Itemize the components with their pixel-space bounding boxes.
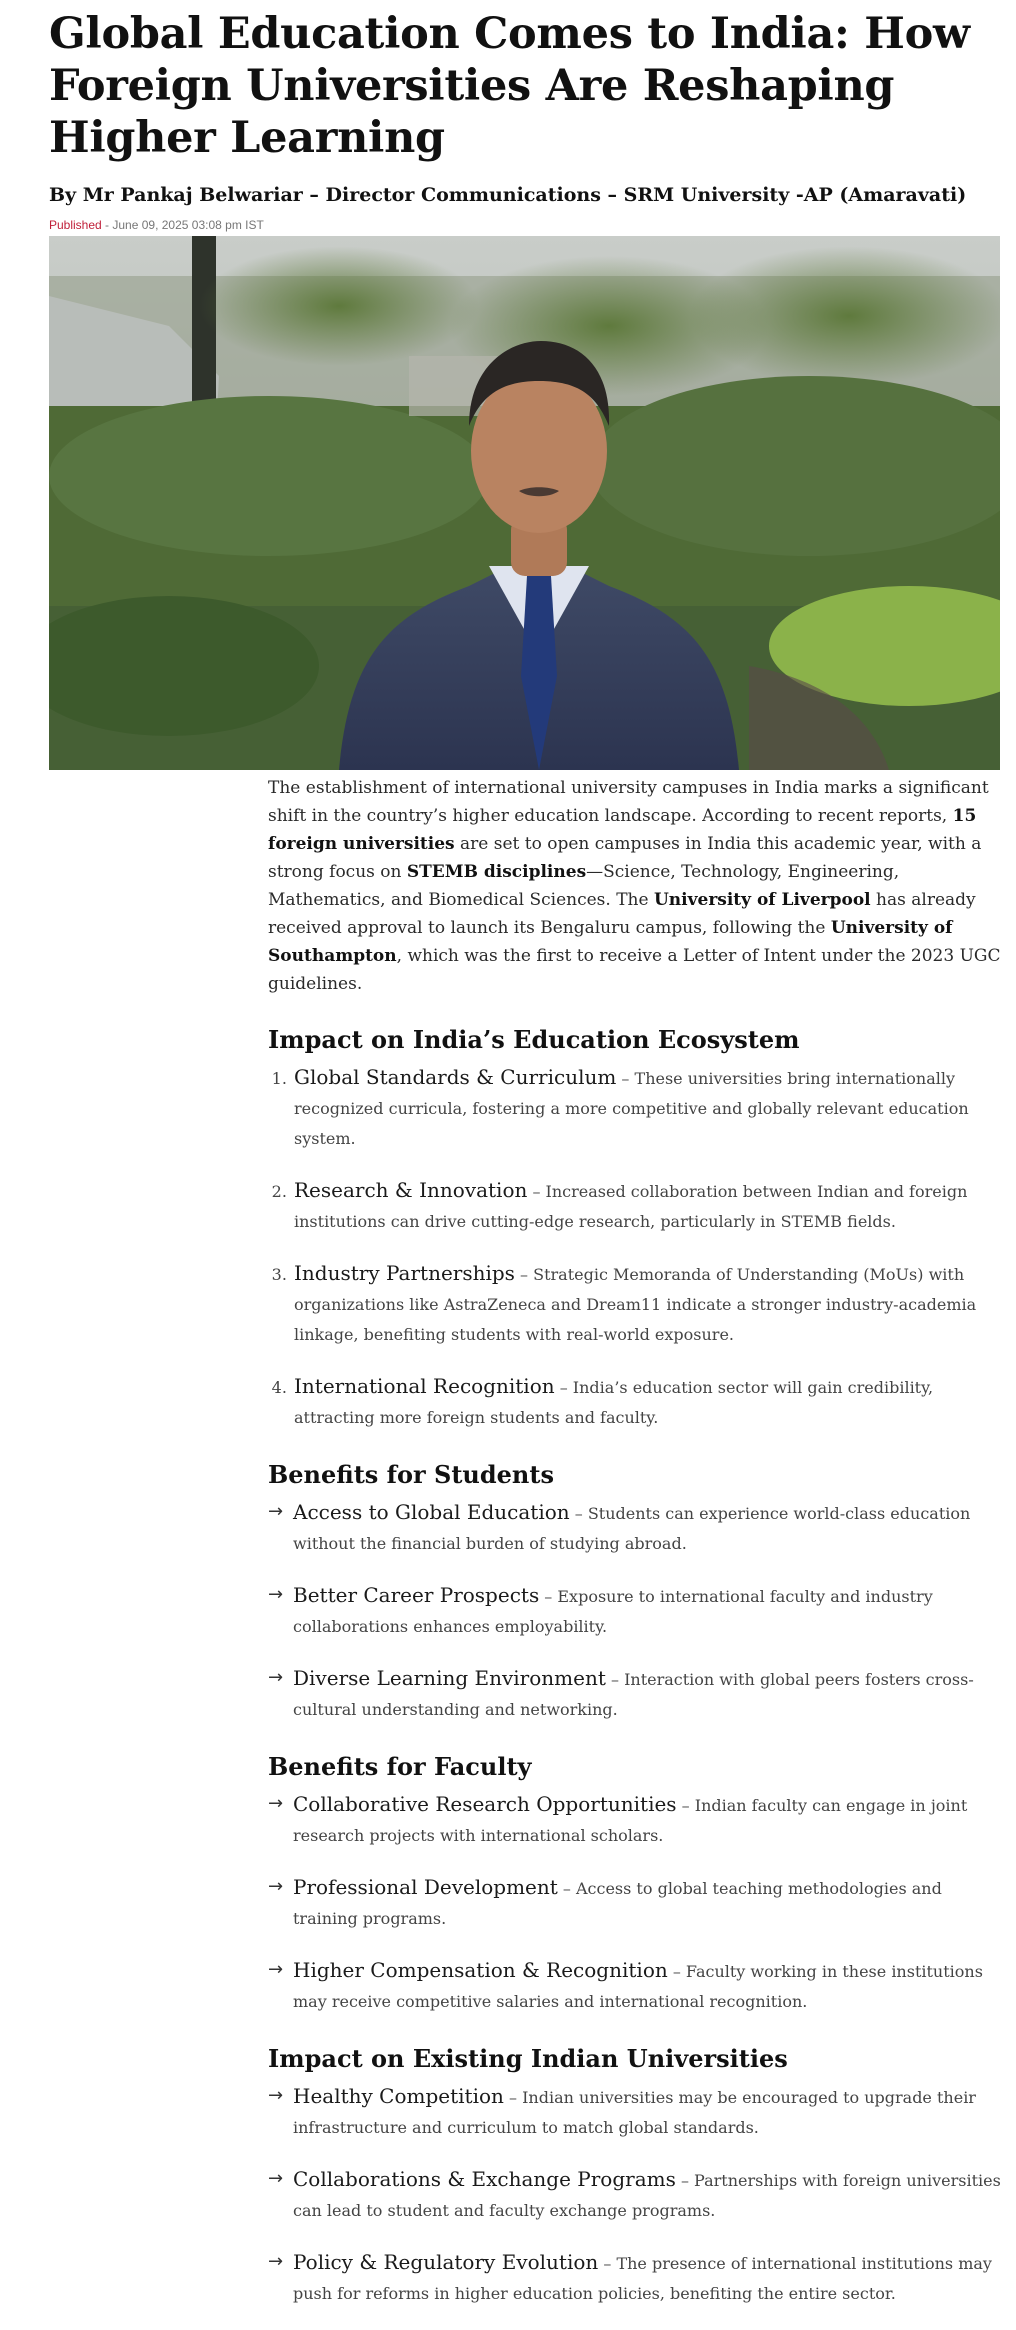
item-term: Higher Compensation & Recognition <box>293 1958 668 1982</box>
item-text: Strategic Memoranda of Understanding (MoUs) with organizations like AstraZeneca and Dream11 indicate a stronger industry-academia linkage, benefiting students with real-world exposure. <box>294 1265 977 1344</box>
published-date: - June 09, 2025 03:08 pm IST <box>101 218 264 232</box>
list-item: 3. Industry Partnerships – Strategic Memoranda of Understanding (MoUs) with organizations like AstraZeneca and Dream11 indicate a stronger industry-academia linkage, benefiting students with real-world exposure. <box>292 1258 1003 1350</box>
item-text: Interaction with global peers fosters cross-cultural understanding and networking. <box>293 1670 974 1719</box>
list-item: → Collaborative Research Opportunities – Indian faculty can engage in joint research projects with international scholars. <box>268 1789 1003 1851</box>
arrow-icon: → <box>268 1667 284 1688</box>
item-text: Access to global teaching methodologies and training programs. <box>293 1879 942 1928</box>
faculty-list <box>268 1789 1003 2017</box>
list-item: 4. International Recognition – India’s education sector will gain credibility, attracting more foreign students and faculty. <box>292 1371 1003 1433</box>
item-text: Students can experience world-class education without the financial burden of studying abroad. <box>293 1504 971 1553</box>
published-info <box>49 218 977 232</box>
existing-universities-list <box>268 2081 1003 2309</box>
arrow-icon: → <box>268 2168 284 2189</box>
item-term: Industry Partnerships <box>294 1261 515 1285</box>
arrow-icon: → <box>268 2251 284 2272</box>
published-label: Published <box>49 218 102 232</box>
item-term: Access to Global Education <box>293 1500 570 1524</box>
item-text: India’s education sector will gain credibility, attracting more foreign students and faculty. <box>294 1378 934 1427</box>
intro-text: , which was the first to receive a Letter of Intent under the 2023 UGC guidelines. <box>268 946 1001 994</box>
item-term: Diverse Learning Environment <box>293 1666 606 1690</box>
item-term: Better Career Prospects <box>293 1583 540 1607</box>
arrow-icon: → <box>268 1959 284 1980</box>
byline: By Mr Pankaj Belwariar – Director Communications – SRM University -AP (Amaravati) <box>49 184 967 206</box>
section-heading: Benefits for Students <box>268 1460 554 1489</box>
item-text: These universities bring internationally recognized curricula, fostering a more competitive and globally relevant education system. <box>294 1069 969 1148</box>
section-heading: Impact on Existing Indian Universities <box>268 2044 788 2073</box>
arrow-icon: → <box>268 1876 284 1897</box>
author-photo <box>49 236 1000 770</box>
arrow-icon: → <box>268 1501 284 1522</box>
item-term: Collaborations & Exchange Programs <box>293 2167 676 2191</box>
intro-text: are set to open campuses in India this academic year, with a strong focus on <box>268 834 982 882</box>
item-text: Indian universities may be encouraged to upgrade their infrastructure and curriculum to match global standards. <box>293 2088 976 2137</box>
intro-bold: University of Liverpool <box>653 890 871 910</box>
list-item: → Diverse Learning Environment – Interaction with global peers fosters cross-cultural understanding and networking. <box>268 1663 1003 1725</box>
item-text: Faculty working in these institutions may receive competitive salaries and international recognition. <box>293 1962 983 2011</box>
item-text: The presence of international institutions may push for reforms in higher education policies, benefiting the entire sector. <box>293 2254 992 2303</box>
list-item: → Policy & Regulatory Evolution – The presence of international institutions may push for reforms in higher education policies, benefiting the entire sector. <box>268 2247 1003 2309</box>
list-item: → Professional Development – Access to global teaching methodologies and training programs. <box>268 1872 1003 1934</box>
item-text: Increased collaboration between Indian and foreign institutions can drive cutting-edge research, particularly in STEMB fields. <box>294 1182 968 1231</box>
item-term: Policy & Regulatory Evolution <box>293 2250 599 2274</box>
intro-bold: 15 foreign universities <box>268 806 977 854</box>
intro-text: —Science, Technology, Engineering, Mathematics, and Biomedical Sciences. The <box>268 862 900 910</box>
arrow-icon: → <box>268 2085 284 2106</box>
list-item: → Access to Global Education – Students can experience world-class education without the financial burden of studying abroad. <box>268 1497 1003 1559</box>
students-list <box>268 1497 1003 1725</box>
item-text: Partnerships with foreign universities can lead to student and faculty exchange programs. <box>293 2171 1001 2220</box>
list-item: → Better Career Prospects – Exposure to international faculty and industry collaborations enhances employability. <box>268 1580 1003 1642</box>
intro-text: The establishment of international university campuses in India marks a significant shift in the country’s higher education landscape. According to recent reports, <box>268 778 989 826</box>
item-term: Research & Innovation <box>294 1178 528 1202</box>
list-item: 1. Global Standards & Curriculum – These universities bring internationally recognized curricula, fostering a more competitive and globally relevant education system. <box>292 1062 1003 1154</box>
item-term: Collaborative Research Opportunities <box>293 1792 677 1816</box>
list-item: → Higher Compensation & Recognition – Faculty working in these institutions may receive competitive salaries and international recognition. <box>268 1955 1003 2017</box>
item-term: Healthy Competition <box>293 2084 504 2108</box>
item-text: Indian faculty can engage in joint research projects with international scholars. <box>293 1796 968 1845</box>
intro-text: has already received approval to launch its Bengaluru campus, following the <box>268 890 976 938</box>
item-term: Professional Development <box>293 1875 558 1899</box>
list-item: → Healthy Competition – Indian universities may be encouraged to upgrade their infrastructure and curriculum to match global standards. <box>268 2081 1003 2143</box>
headline: Global Education Comes to India: How Foreign Universities Are Reshaping Higher Learning <box>49 9 970 163</box>
item-term: Global Standards & Curriculum <box>294 1065 617 1089</box>
list-item: → Collaborations & Exchange Programs – Partnerships with foreign universities can lead to student and faculty exchange programs. <box>268 2164 1003 2226</box>
section-heading: Benefits for Faculty <box>268 1752 532 1781</box>
impact-list <box>268 1062 1003 1433</box>
intro-bold: STEMB disciplines <box>406 862 587 882</box>
intro-bold: University of Southampton <box>268 918 953 966</box>
section-heading: Impact on India’s Education Ecosystem <box>268 1025 800 1054</box>
arrow-icon: → <box>268 1793 284 1814</box>
arrow-icon: → <box>268 1584 284 1605</box>
list-item: 2. Research & Innovation – Increased collaboration between Indian and foreign institutions can drive cutting-edge research, particularly in STEMB fields. <box>292 1175 1003 1237</box>
intro-paragraph <box>268 774 1003 998</box>
item-text: Exposure to international faculty and industry collaborations enhances employability. <box>293 1587 933 1636</box>
item-term: International Recognition <box>294 1374 555 1398</box>
article-body <box>268 770 1003 2330</box>
